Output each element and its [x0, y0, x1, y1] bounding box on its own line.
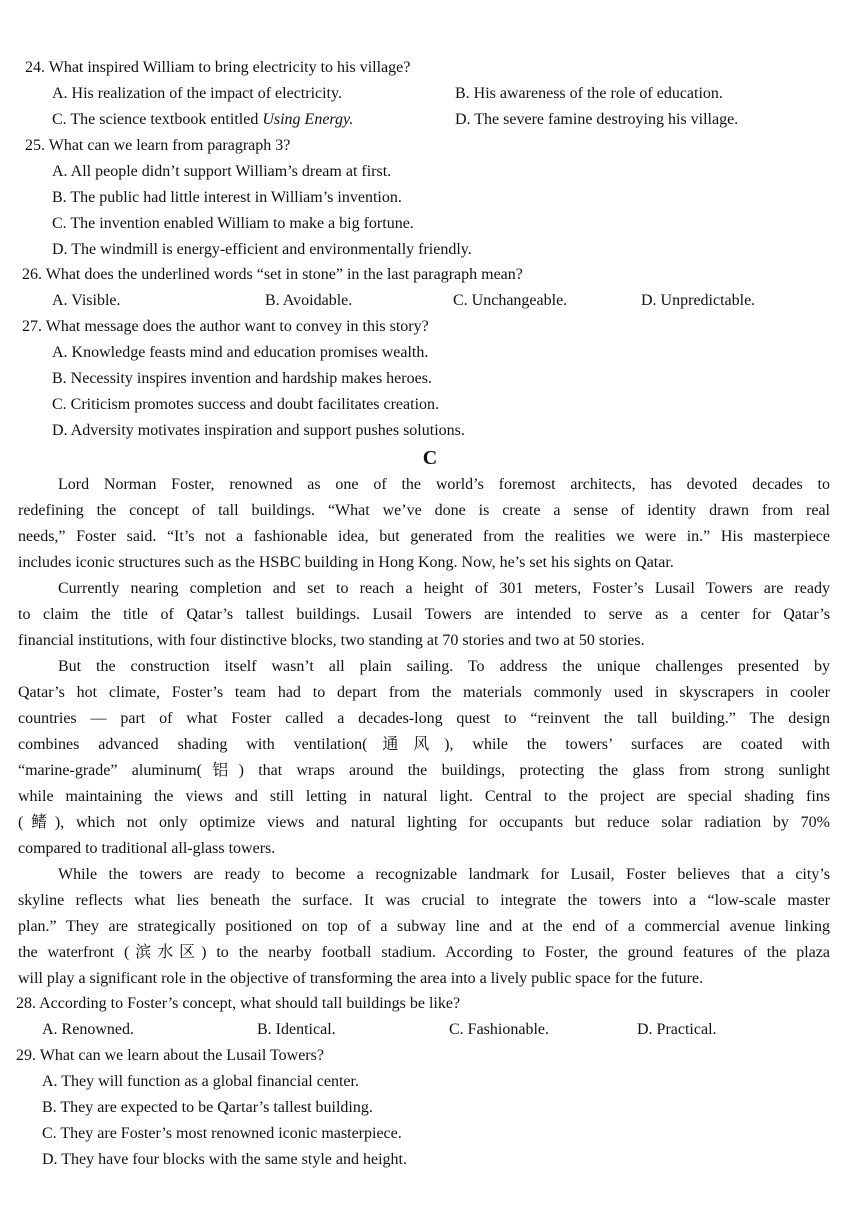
paragraph-line: “marine-grade” aluminum(铝) that wraps around the buildings, protecting the glass from strong sunlight [18, 762, 830, 779]
question-26-option-a: A. Visible. [52, 292, 121, 309]
section-title: C [422, 447, 438, 469]
paragraph-line: (鳍), which not only optimize views and natural lighting for occupants but reduce solar radiation by 70% [18, 814, 830, 831]
question-27-option-d: D. Adversity motivates inspiration and support pushes solutions. [52, 422, 465, 439]
paragraph-line: the waterfront (滨水区) to the nearby football stadium. According to Foster, the ground features of the plaza [18, 944, 830, 961]
question-24-option-c-text: C. The science textbook entitled [52, 111, 263, 128]
paragraph-line: skyline reflects what lies beneath the surface. It was crucial to integrate the towers into a “low-scale master [18, 892, 830, 909]
paragraph-line: While the towers are ready to become a recognizable landmark for Lusail, Foster believes that a city’s [58, 866, 830, 883]
question-28-option-b: B. Identical. [257, 1021, 336, 1038]
question-27-option-a: A. Knowledge feasts mind and education promises wealth. [52, 344, 429, 361]
question-26-option-b: B. Avoidable. [265, 292, 353, 309]
question-24-stem: 24. What inspired William to bring electricity to his village? [25, 59, 411, 76]
question-29-option-a: A. They will function as a global financial center. [42, 1073, 359, 1090]
question-25-option-a: A. All people didn’t support William’s dream at first. [52, 163, 392, 180]
paragraph-line: countries — part of what Foster called a decades-long quest to “reinvent the tall building.” The design [18, 710, 830, 727]
question-25-option-d: D. The windmill is energy-efficient and environmentally friendly. [52, 241, 472, 258]
question-26-option-d: D. Unpredictable. [641, 292, 756, 309]
passage-paragraph-1 [18, 472, 830, 576]
paragraph-line: includes iconic structures such as the HSBC building in Hong Kong. Now, he’s set his sights on Qatar. [18, 554, 674, 571]
passage-paragraph-2 [18, 576, 830, 654]
question-24-option-a: A. His realization of the impact of electricity. [52, 85, 342, 102]
paragraph-line: to claim the title of Qatar’s tallest buildings. Lusail Towers are intended to serve as a center for Qatar’s [18, 606, 830, 623]
passage-paragraph-4 [18, 862, 830, 992]
question-29-option-c: C. They are Foster’s most renowned iconic masterpiece. [42, 1125, 402, 1142]
question-26-option-c: C. Unchangeable. [453, 292, 568, 309]
paragraph-line: Lord Norman Foster, renowned as one of the world’s foremost architects, has devoted decades to [58, 476, 830, 493]
question-26-stem: 26. What does the underlined words “set in stone” in the last paragraph mean? [22, 266, 523, 283]
question-27-stem: 27. What message does the author want to convey in this story? [22, 318, 429, 335]
question-29-option-d: D. They have four blocks with the same style and height. [42, 1151, 407, 1168]
paragraph-line: needs,” Foster said. “It’s not a fashionable idea, but generated from the realities we were in.” His masterpiece [18, 528, 830, 545]
paragraph-line: Qatar’s hot climate, Foster’s team had to depart from the materials commonly used in skyscrapers in cooler [18, 684, 830, 701]
paragraph-line: Currently nearing completion and set to reach a height of 301 meters, Foster’s Lusail Towers are ready [58, 580, 830, 597]
paragraph-line: compared to traditional all-glass towers. [18, 840, 276, 857]
paragraph-line: But the construction itself wasn’t all plain sailing. To address the unique challenges presented by [58, 658, 830, 675]
question-29-option-b: B. They are expected to be Qartar’s tallest building. [42, 1099, 373, 1116]
paragraph-line: redefining the concept of tall buildings. “What we’ve done is create a sense of identity drawn from real [18, 502, 830, 519]
question-24-option-c [52, 107, 353, 133]
question-24-option-c-title: Using Energy. [262, 111, 354, 128]
passage-paragraph-3 [18, 654, 830, 862]
question-24-option-b: B. His awareness of the role of education. [455, 85, 723, 102]
paragraph-line: plan.” They are strategically positioned on top of a subway line and at the end of a commercial avenue linking [18, 918, 830, 935]
question-29-stem: 29. What can we learn about the Lusail Towers? [16, 1047, 324, 1064]
question-28-stem: 28. According to Foster’s concept, what should tall buildings be like? [16, 995, 461, 1012]
question-28-option-c: C. Fashionable. [449, 1021, 549, 1038]
question-28-option-d: D. Practical. [637, 1021, 717, 1038]
question-27-option-b: B. Necessity inspires invention and hardship makes heroes. [52, 370, 432, 387]
paragraph-line: while maintaining the views and still letting in natural light. Central to the project are special shading fins [18, 788, 830, 805]
paragraph-line: financial institutions, with four distinctive blocks, two standing at 70 stories and two at 50 stories. [18, 632, 645, 649]
question-25-option-c: C. The invention enabled William to make a big fortune. [52, 215, 414, 232]
question-24-option-d: D. The severe famine destroying his village. [455, 111, 739, 128]
question-25-option-b: B. The public had little interest in William’s invention. [52, 189, 402, 206]
question-27-option-c: C. Criticism promotes success and doubt facilitates creation. [52, 396, 440, 413]
question-28-option-a: A. Renowned. [42, 1021, 134, 1038]
question-25-stem: 25. What can we learn from paragraph 3? [25, 137, 291, 154]
paragraph-line: will play a significant role in the objective of transforming the area into a lively public space for the future. [18, 970, 704, 987]
paragraph-line: combines advanced shading with ventilation(通风), while the towers’ surfaces are coated with [18, 736, 830, 753]
